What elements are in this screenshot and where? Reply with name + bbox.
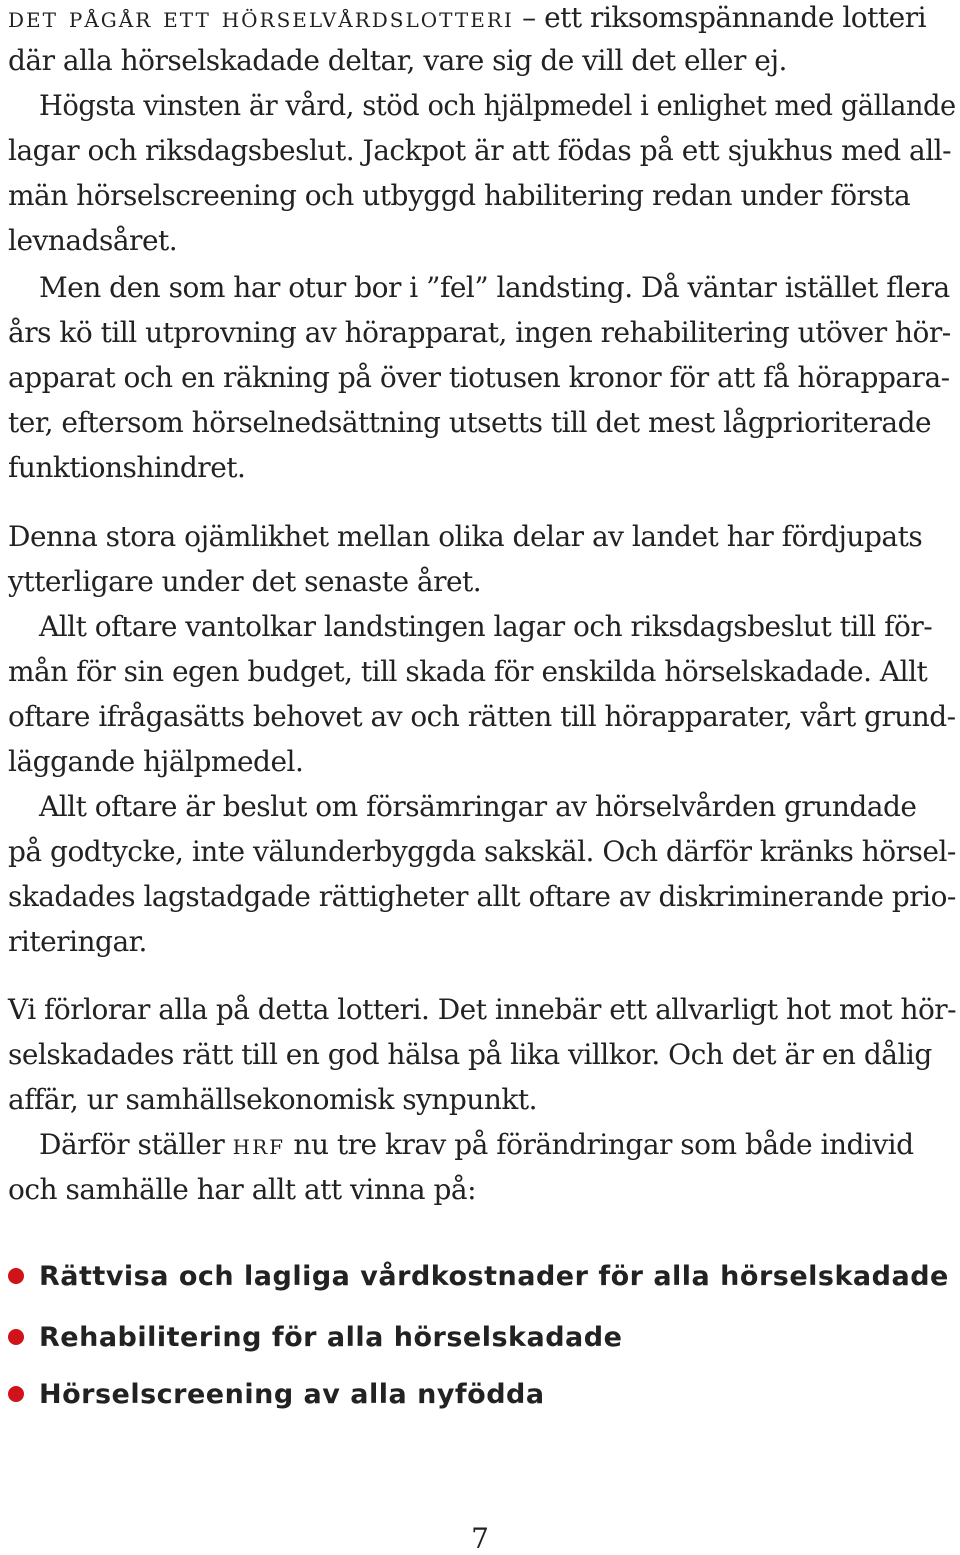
paragraph-line: oftare ifrågasätts behovet av och rätten till hörapparater, vårt grund- (8, 700, 956, 733)
paragraph-line: ter, eftersom hörselnedsättning utsetts till det mest lågprioriterade (8, 406, 932, 439)
paragraph-line: och samhälle har allt att vinna på: (8, 1173, 477, 1206)
paragraph-line: Allt oftare är beslut om försämringar av hörselvården grundade (39, 790, 917, 823)
list-item-text: Rättvisa och lagliga vårdkostnader för alla hörselskadade (39, 1260, 949, 1292)
paragraph-line: Allt oftare vantolkar landstingen lagar och riksdagsbeslut till för- (39, 610, 933, 643)
lead-in-rest: – ett riksomspännande lotteri (513, 1, 927, 34)
page-number: 7 (471, 1522, 489, 1555)
paragraph-line: ytterligare under det senaste året. (8, 565, 482, 598)
text-after-org: nu tre krav på förändringar som både individ (285, 1128, 914, 1161)
paragraph-line (8, 0, 926, 36)
paragraph-line: mån för sin egen budget, till skada för enskilda hörselskadade. Allt (8, 655, 928, 688)
paragraph-line (39, 1127, 914, 1163)
list-item-text: Hörselscreening av alla nyfödda (39, 1378, 545, 1410)
text-before-org: Därför ställer (39, 1128, 233, 1161)
paragraph-line: Vi förlorar alla på detta lotteri. Det innebär ett allvarligt hot mot hör- (8, 993, 957, 1026)
paragraph-line: skadades lagstadgade rättigheter allt oftare av diskriminerande prio- (8, 880, 956, 913)
org-name-smallcaps: hrf (232, 1128, 286, 1161)
paragraph-line: funktionshindret. (8, 451, 246, 484)
paragraph-line: Denna stora ojämlikhet mellan olika delar av landet har fördjupats (8, 520, 923, 553)
paragraph-line: levnadsåret. (8, 224, 178, 257)
paragraph-line: där alla hörselskadade deltar, vare sig de vill det eller ej. (8, 44, 787, 77)
paragraph-line: läggande hjälpmedel. (8, 745, 304, 778)
list-item (8, 1374, 545, 1414)
paragraph-line: riteringar. (8, 925, 147, 958)
paragraph-line: lagar och riksdagsbeslut. Jackpot är att födas på ett sjukhus med all- (8, 134, 952, 167)
paragraph-line: apparat och en räkning på över tiotusen kronor för att få hörappara- (8, 361, 950, 394)
paragraph-line: affär, ur samhällsekonomisk synpunkt. (8, 1083, 538, 1116)
paragraph-line: på godtycke, inte välunderbyggda sakskäl. Och därför kränks hörsel- (8, 835, 956, 868)
list-item-text: Rehabilitering för alla hörselskadade (39, 1321, 623, 1353)
list-item (8, 1256, 949, 1296)
paragraph-line: Högsta vinsten är vård, stöd och hjälpmedel i enlighet med gällande (39, 89, 956, 122)
paragraph-line: års kö till utprovning av hörapparat, ingen rehabilitering utöver hör- (8, 316, 951, 349)
paragraph-line: Men den som har otur bor i ”fel” landsting. Då väntar istället flera (39, 271, 950, 304)
bullet-dot-icon (8, 1386, 24, 1402)
paragraph-line: män hörselscreening och utbyggd habilitering redan under första (8, 179, 911, 212)
bullet-dot-icon (8, 1329, 24, 1345)
bullet-dot-icon (8, 1268, 24, 1284)
paragraph-line: selskadades rätt till en god hälsa på lika villkor. Och det är en dålig (8, 1038, 932, 1071)
list-item (8, 1317, 622, 1357)
lead-in-smallcaps: det pågår ett hörselvårdslotteri (8, 1, 514, 34)
